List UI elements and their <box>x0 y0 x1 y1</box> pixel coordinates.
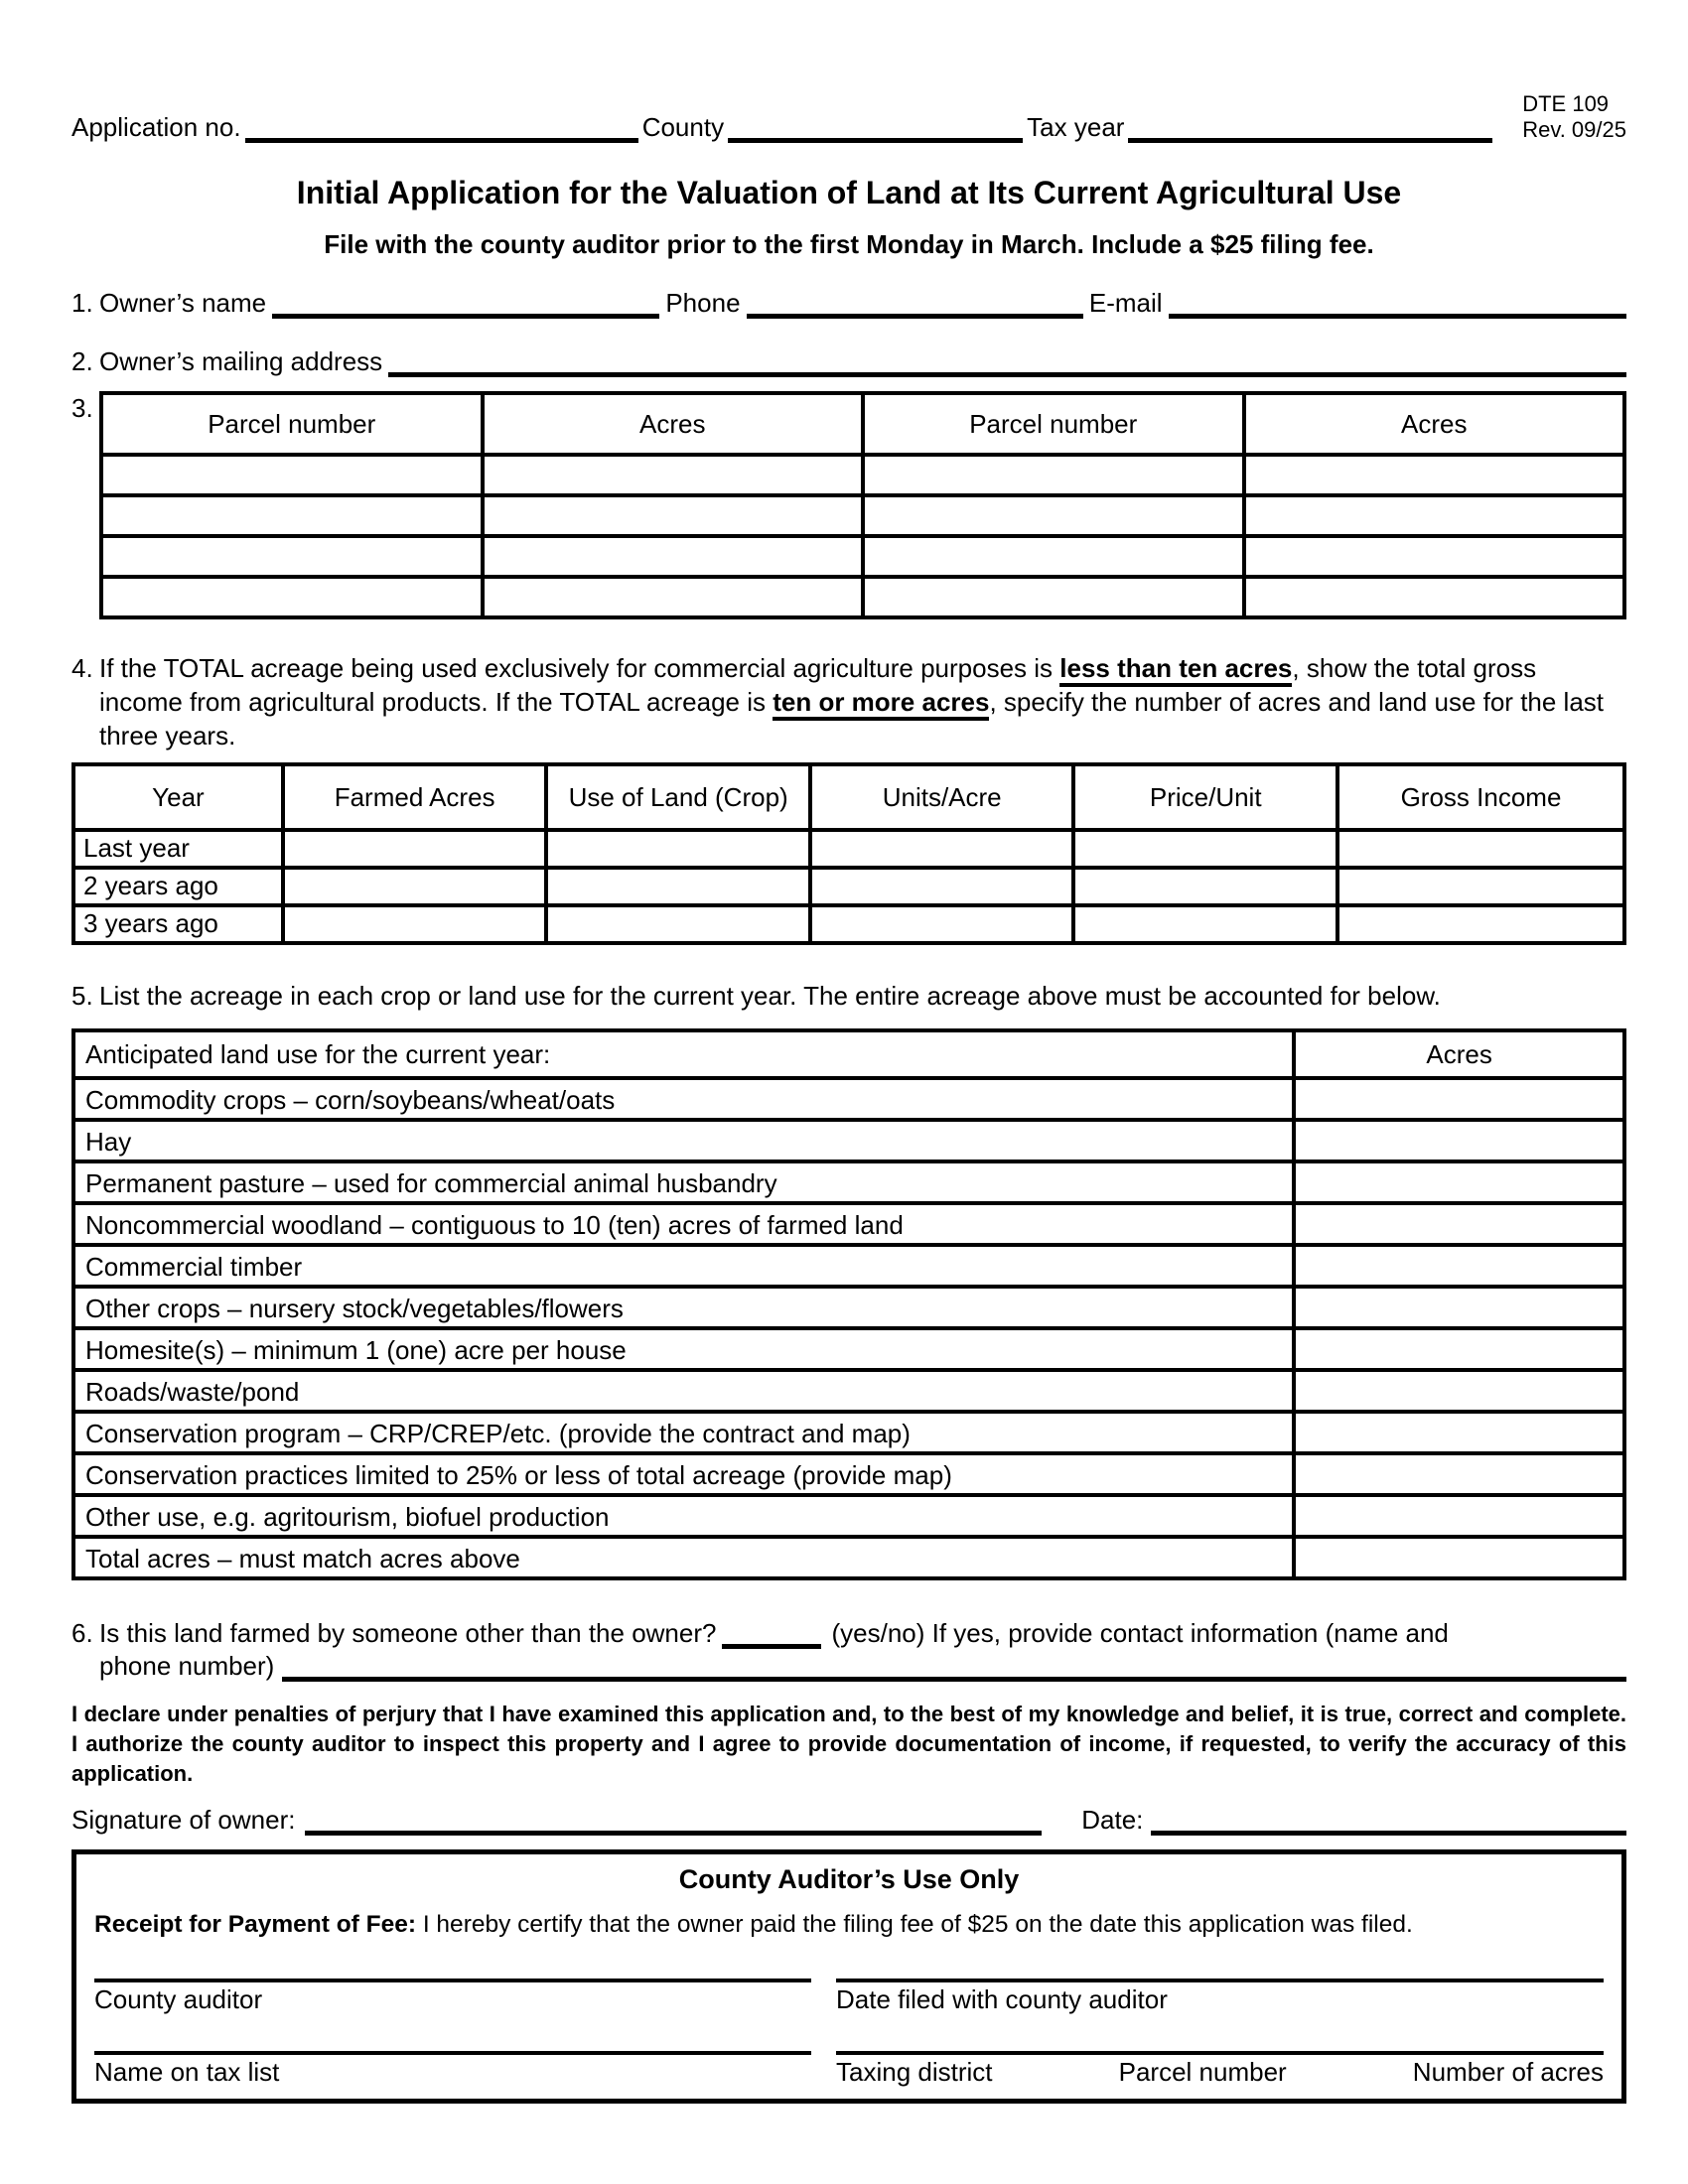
county-label: County <box>641 112 725 142</box>
landuse-header-label: Anticipated land use for the current year: <box>73 1030 1294 1078</box>
item-4-text-2: , show the total gross income from agricultural products. If the TOTAL acreage is <box>99 653 1537 717</box>
landuse-row-label: Other crops – nursery stock/vegetables/flowers <box>73 1287 1294 1328</box>
landuse-row-label: Roads/waste/pond <box>73 1370 1294 1412</box>
receipt-label: Receipt for Payment of Fee: <box>94 1911 417 1938</box>
parcel-row <box>101 577 1624 617</box>
acres-input-cell[interactable] <box>483 536 864 577</box>
phone-line[interactable] <box>747 289 1083 319</box>
landuse-acres-cell[interactable] <box>1294 1245 1624 1287</box>
landuse-row <box>73 1120 1624 1161</box>
price-unit-header: Price/Unit <box>1073 764 1337 830</box>
item-6-continuation: (yes/no) If yes, provide contact information (name and <box>831 1618 1449 1648</box>
income-input-cell[interactable] <box>1337 830 1624 868</box>
receipt-text: I hereby certify that the owner paid the filing fee of $25 on the date this application was filed. <box>416 1911 1413 1938</box>
acres-header: Acres <box>483 393 864 455</box>
income-input-cell[interactable] <box>810 868 1074 905</box>
name-on-tax-list-field <box>94 2051 811 2088</box>
parcel-input-cell[interactable] <box>863 536 1244 577</box>
use-of-land-header: Use of Land (Crop) <box>546 764 810 830</box>
acres-input-cell[interactable] <box>1244 455 1625 495</box>
parcel-row <box>101 455 1624 495</box>
county-auditor-label: County auditor <box>94 1984 263 2014</box>
item-3-parcel-section <box>71 391 1626 619</box>
parcel-table <box>99 391 1626 619</box>
parcel-input-cell[interactable] <box>101 495 483 536</box>
landuse-row-label: Hay <box>73 1120 1294 1161</box>
landuse-row-total <box>73 1537 1624 1578</box>
item-4-number: 4. <box>71 653 93 683</box>
landuse-row-label: Noncommercial woodland – contiguous to 10 (ten) acres of farmed land <box>73 1203 1294 1245</box>
landuse-acres-header: Acres <box>1294 1030 1624 1078</box>
phone-label: Phone <box>665 288 741 318</box>
landuse-acres-cell[interactable] <box>1294 1495 1624 1537</box>
item-4-text-3: , specify the number of acres and land use for the last three years. <box>99 687 1605 751</box>
landuse-row <box>73 1161 1624 1203</box>
district-parcel-acres-field <box>836 2051 1604 2088</box>
acres-header: Acres <box>1244 393 1625 455</box>
auditor-box <box>71 1849 1626 2104</box>
district-parcel-acres-labels <box>836 2055 1604 2088</box>
date-label: Date: <box>1081 1805 1144 1835</box>
tax-year-line[interactable] <box>1128 113 1492 143</box>
landuse-acres-cell[interactable] <box>1294 1370 1624 1412</box>
landuse-row-label: Commodity crops – corn/soybeans/wheat/oats <box>73 1078 1294 1120</box>
owner-name-label: Owner’s name <box>99 288 267 318</box>
income-input-cell[interactable] <box>283 868 547 905</box>
landuse-row <box>73 1203 1624 1245</box>
form-number: DTE 109 <box>1522 91 1610 116</box>
taxing-district-label: Taxing district <box>836 2057 993 2087</box>
landuse-row <box>73 1245 1624 1287</box>
parcel-number-label: Parcel number <box>1118 2057 1287 2087</box>
acres-input-cell[interactable] <box>483 455 864 495</box>
auditor-box-title: County Auditor’s Use Only <box>678 1864 1020 1894</box>
item-2-number: 2. <box>71 346 93 376</box>
parcel-number-header: Parcel number <box>101 393 483 455</box>
income-row-last-year <box>73 830 1624 868</box>
parcel-row <box>101 536 1624 577</box>
receipt-paragraph <box>94 1911 1604 1939</box>
landuse-acres-cell[interactable] <box>1294 1161 1624 1203</box>
landuse-row-label: Conservation practices limited to 25% or less of total acreage (provide map) <box>73 1453 1294 1495</box>
landuse-row-label: Homesite(s) – minimum 1 (one) acre per house <box>73 1328 1294 1370</box>
landuse-row <box>73 1287 1624 1328</box>
acres-input-cell[interactable] <box>1244 536 1625 577</box>
parcel-input-cell[interactable] <box>101 577 483 617</box>
landuse-acres-cell[interactable] <box>1294 1412 1624 1453</box>
units-acre-header: Units/Acre <box>810 764 1074 830</box>
auditor-sign-row-2 <box>94 2051 1604 2088</box>
landuse-row-label: Permanent pasture – used for commercial animal husbandry <box>73 1161 1294 1203</box>
form-title: Initial Application for the Valuation of Land at Its Current Agricultural Use <box>296 175 1402 210</box>
parcel-row <box>101 495 1624 536</box>
landuse-table <box>71 1028 1626 1580</box>
income-row-2-years-ago <box>73 868 1624 905</box>
income-input-cell[interactable] <box>546 905 810 943</box>
farmed-acres-header: Farmed Acres <box>283 764 547 830</box>
item-6-row-2 <box>99 1651 1626 1682</box>
perjury-declaration: I declare under penalties of perjury that I have examined this application and, to the best of my knowledge and belief, it is true, correct and complete. I authorize the county auditor to inspect this property and I agree to provide documentation of income, if requested, to verify the accuracy of this application. <box>71 1702 1626 1786</box>
item-1-number: 1. <box>71 288 93 318</box>
income-table <box>71 762 1626 945</box>
landuse-acres-cell[interactable] <box>1294 1287 1624 1328</box>
income-row-label: 2 years ago <box>73 868 283 905</box>
income-input-cell[interactable] <box>1337 905 1624 943</box>
acres-input-cell[interactable] <box>1244 495 1625 536</box>
item-2-mailing-address-row <box>71 346 1626 377</box>
landuse-row-label: Conservation program – CRP/CREP/etc. (provide the contract and map) <box>73 1412 1294 1453</box>
landuse-total-label: Total acres – must match acres above <box>73 1537 1294 1578</box>
email-line[interactable] <box>1169 289 1626 319</box>
mailing-address-line[interactable] <box>388 347 1626 377</box>
parcel-input-cell[interactable] <box>101 536 483 577</box>
year-header: Year <box>73 764 283 830</box>
landuse-header-row <box>73 1030 1624 1078</box>
item-6-row-1 <box>71 1618 1626 1649</box>
item-5-paragraph <box>71 979 1626 1013</box>
parcel-input-cell[interactable] <box>863 577 1244 617</box>
item-5-text: List the acreage in each crop or land use for the current year. The entire acreage above must be accounted for below. <box>99 981 1441 1011</box>
acres-input-cell[interactable] <box>1244 577 1625 617</box>
signature-label: Signature of owner: <box>71 1805 296 1835</box>
income-input-cell[interactable] <box>283 905 547 943</box>
auditor-sign-row-1 <box>94 1979 1604 2015</box>
income-input-cell[interactable] <box>1073 868 1337 905</box>
form-revision: Rev. 09/25 <box>1522 117 1626 142</box>
parcel-input-cell[interactable] <box>101 455 483 495</box>
income-input-cell[interactable] <box>810 905 1074 943</box>
yes-no-blank[interactable] <box>722 1619 821 1649</box>
item-3-number: 3. <box>71 393 93 423</box>
income-input-cell[interactable] <box>810 830 1074 868</box>
item-4-text-1: If the TOTAL acreage being used exclusively for commercial agriculture purposes is <box>99 653 1060 683</box>
parcel-table-header-row <box>101 393 1624 455</box>
tax-year-label: Tax year <box>1027 112 1125 142</box>
income-row-label: Last year <box>73 830 283 868</box>
date-filed-label: Date filed with county auditor <box>836 1984 1168 2014</box>
income-input-cell[interactable] <box>1337 868 1624 905</box>
landuse-acres-cell[interactable] <box>1294 1537 1624 1578</box>
acres-input-cell[interactable] <box>483 495 864 536</box>
signature-line[interactable] <box>305 1806 1042 1836</box>
email-label: E-mail <box>1088 288 1163 318</box>
county-auditor-field <box>94 1979 811 2015</box>
item-4-bold-ten-or-more: ten or more acres <box>773 687 989 721</box>
item-6-question: Is this land farmed by someone other than the owner? <box>99 1618 717 1648</box>
county-line[interactable] <box>728 113 1023 143</box>
date-line[interactable] <box>1151 1806 1626 1836</box>
landuse-row-label: Commercial timber <box>73 1245 1294 1287</box>
gross-income-header: Gross Income <box>1337 764 1624 830</box>
landuse-row <box>73 1495 1624 1537</box>
parcel-input-cell[interactable] <box>863 455 1244 495</box>
form-header-row <box>71 91 1626 143</box>
item-1-owner-name-row <box>71 288 1626 319</box>
item-4-paragraph <box>71 651 1626 752</box>
item-4-bold-less-than-ten: less than ten acres <box>1059 653 1292 687</box>
item-6-phone-number-label: phone number) <box>99 1651 275 1681</box>
application-no-line[interactable] <box>245 113 638 143</box>
landuse-acres-cell[interactable] <box>1294 1120 1624 1161</box>
contact-info-line[interactable] <box>282 1652 1626 1682</box>
income-row-label: 3 years ago <box>73 905 283 943</box>
income-input-cell[interactable] <box>546 830 810 868</box>
landuse-row <box>73 1370 1624 1412</box>
income-input-cell[interactable] <box>1073 905 1337 943</box>
form-meta <box>1522 91 1626 143</box>
landuse-row <box>73 1453 1624 1495</box>
landuse-acres-cell[interactable] <box>1294 1203 1624 1245</box>
form-subtitle: File with the county auditor prior to the first Monday in March. Include a $25 filing fee. <box>324 229 1374 259</box>
income-table-header-row <box>73 764 1624 830</box>
landuse-row <box>73 1412 1624 1453</box>
landuse-acres-cell[interactable] <box>1294 1328 1624 1370</box>
mailing-address-label: Owner’s mailing address <box>99 346 383 376</box>
item-5-number: 5. <box>71 981 93 1011</box>
income-input-cell[interactable] <box>1073 830 1337 868</box>
owner-name-line[interactable] <box>272 289 659 319</box>
acres-input-cell[interactable] <box>483 577 864 617</box>
landuse-row <box>73 1078 1624 1120</box>
number-of-acres-label: Number of acres <box>1412 2057 1604 2087</box>
income-row-3-years-ago <box>73 905 1624 943</box>
signature-row <box>71 1805 1626 1836</box>
parcel-number-header: Parcel number <box>863 393 1244 455</box>
landuse-acres-cell[interactable] <box>1294 1078 1624 1120</box>
landuse-acres-cell[interactable] <box>1294 1453 1624 1495</box>
item-6-number: 6. <box>71 1618 93 1648</box>
date-filed-field <box>836 1979 1604 2015</box>
application-no-label: Application no. <box>71 112 241 142</box>
landuse-row-label: Other use, e.g. agritourism, biofuel production <box>73 1495 1294 1537</box>
parcel-input-cell[interactable] <box>863 495 1244 536</box>
landuse-row <box>73 1328 1624 1370</box>
income-input-cell[interactable] <box>546 868 810 905</box>
name-on-tax-list-label: Name on tax list <box>94 2057 280 2087</box>
income-input-cell[interactable] <box>283 830 547 868</box>
